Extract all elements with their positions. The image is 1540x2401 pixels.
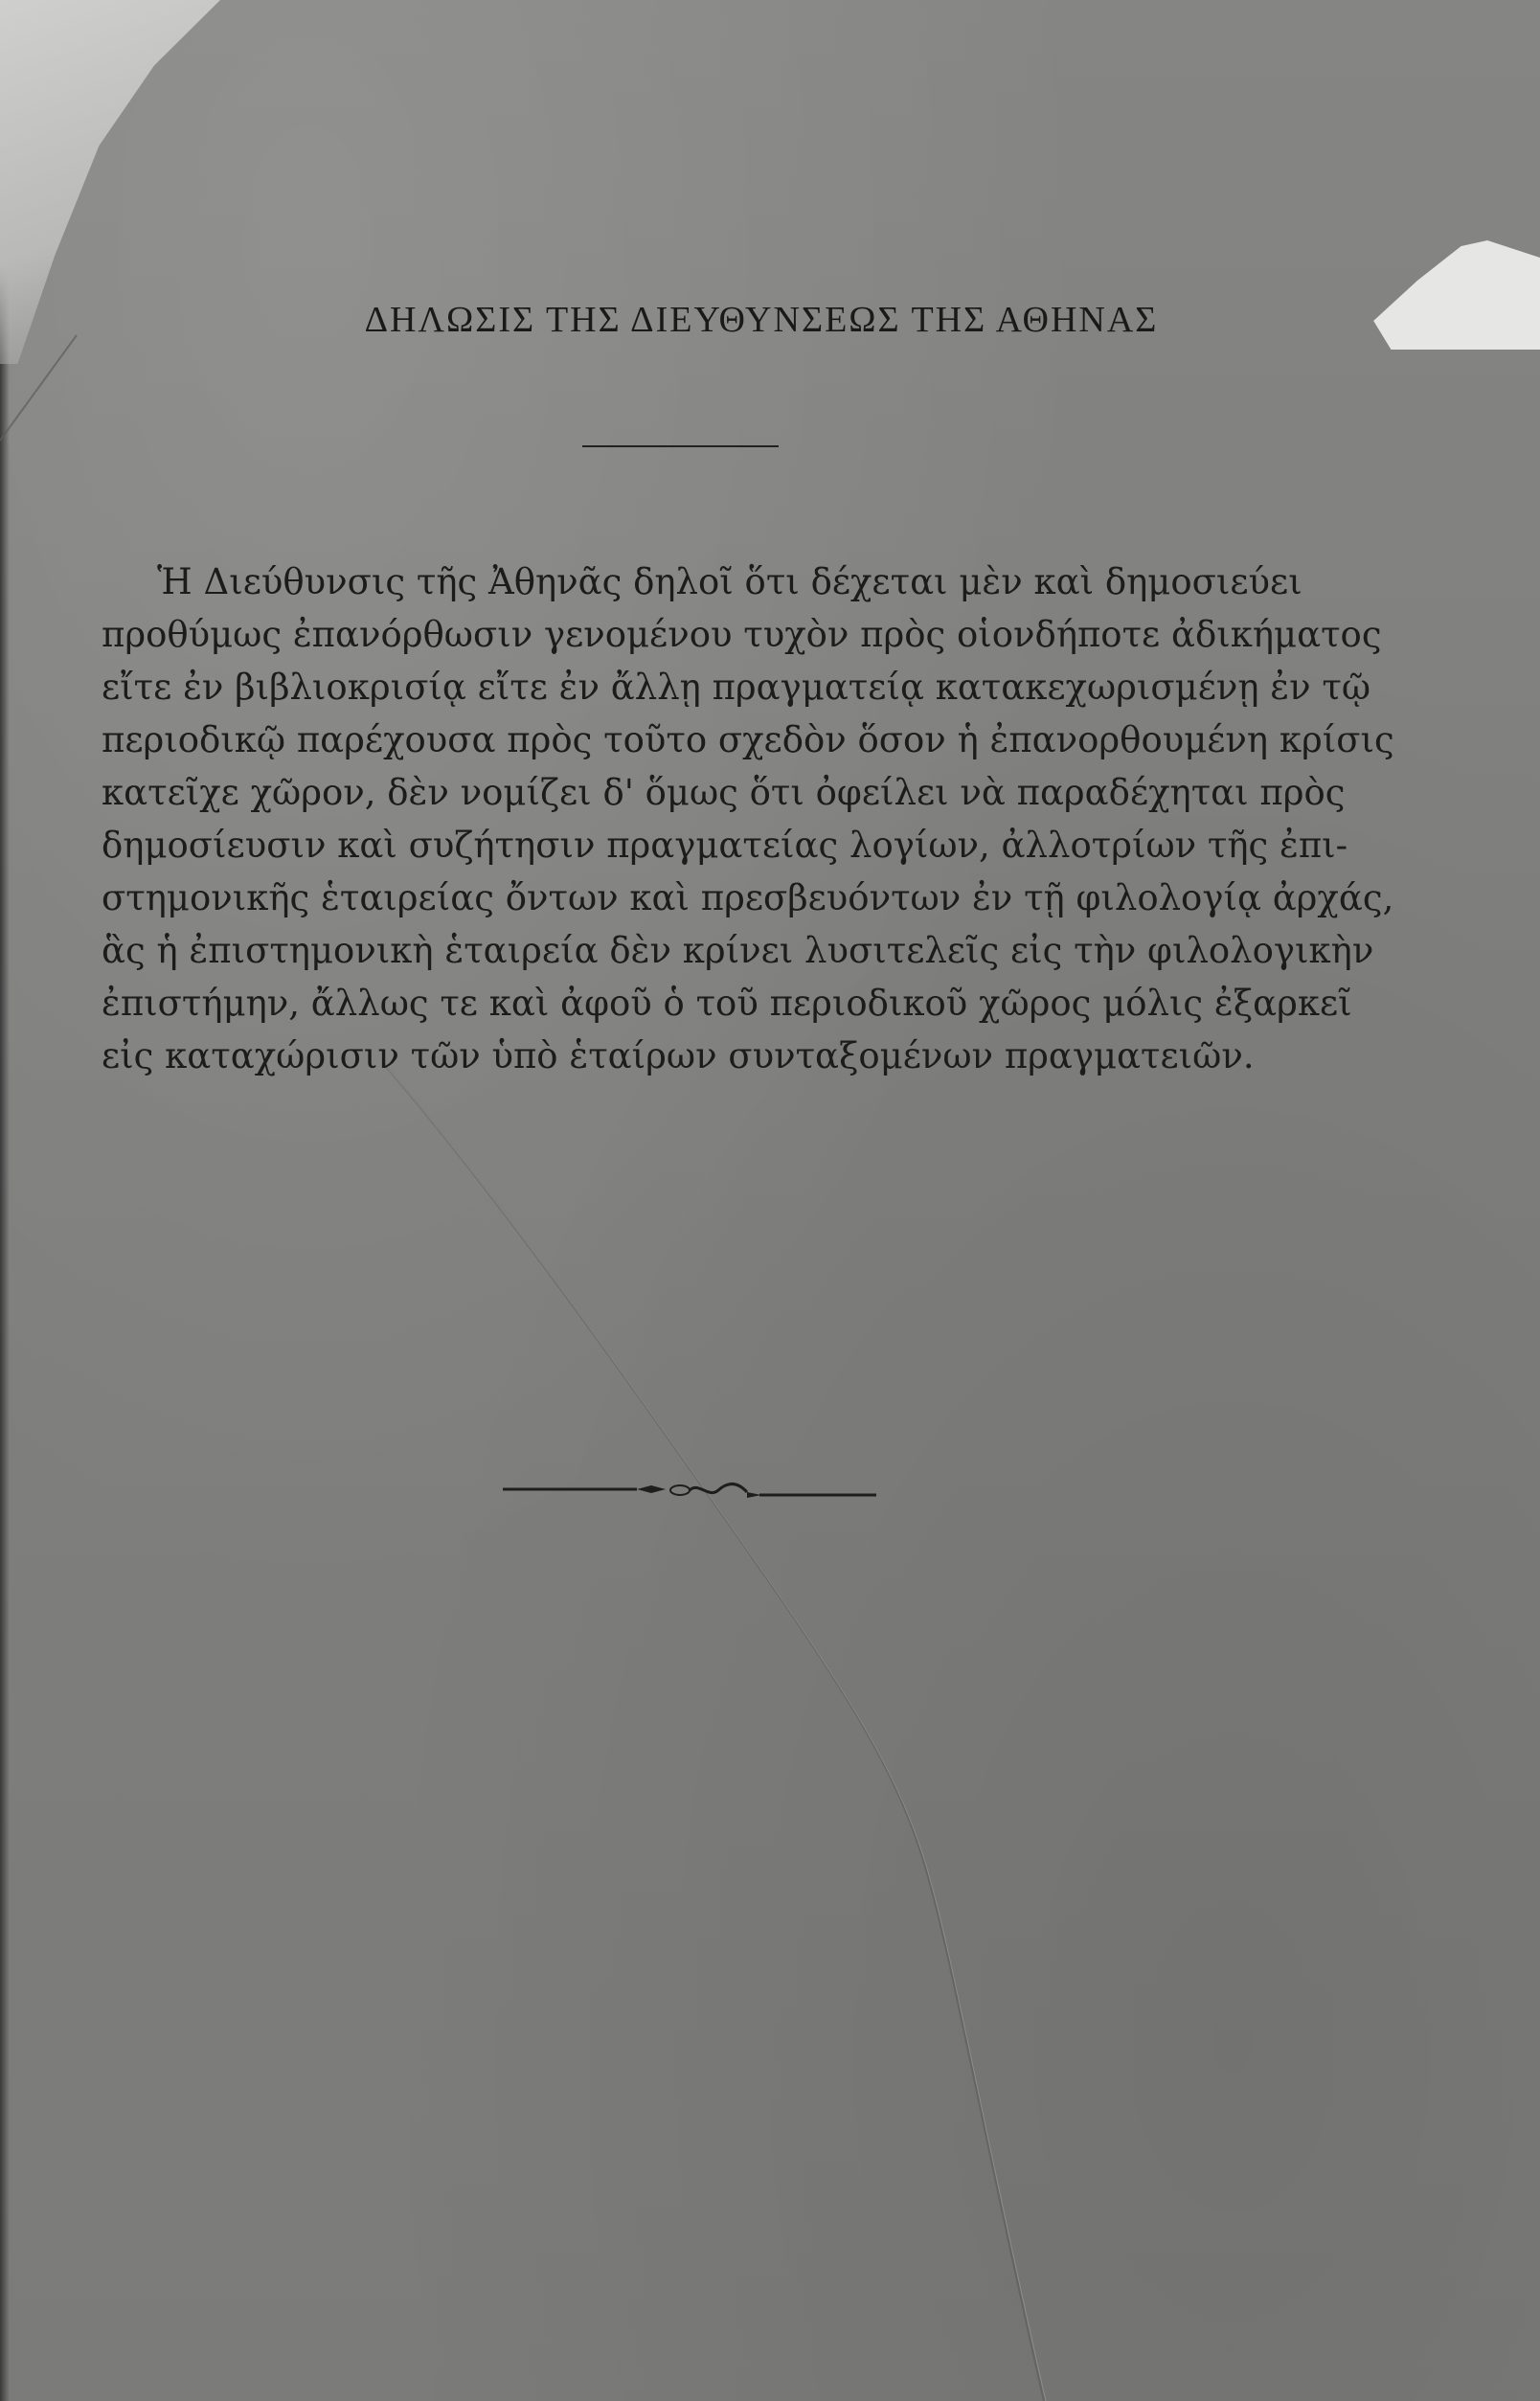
paragraph-line: εἰς καταχώρισιν τῶν ὑπὸ ἑταίρων συνταξομένων πραγματειῶν. <box>102 1035 1255 1076</box>
paragraph-line: περιοδικῷ παρέχουσα πρὸς τοῦτο σχεδὸν ὅσον ἡ ἐπανορθουμένη κρίσις <box>102 719 1394 760</box>
torn-corner-top-right <box>1365 235 1540 350</box>
page-title: ΔΗΛΩΣΙΣ ΤΗΣ ΔΙΕΥΘΥΝΣΕΩΣ ΤΗΣ ΑΘΗΝΑΣ <box>364 300 1159 340</box>
paragraph-line: κατεῖχε χῶρον, δὲν νομίζει δ' ὅμως ὅτι ὀφείλει νὰ παραδέχηται πρὸς <box>102 772 1346 813</box>
paragraph-line: ἃς ἡ ἐπιστημονικὴ ἑταιρεία δὲν κρίνει λυσιτελεῖς εἰς τὴν φιλολογικὴν <box>102 930 1374 971</box>
paragraph-line: ἐπιστήμην, ἄλλως τε καὶ ἀφοῦ ὁ τοῦ περιοδικοῦ χῶρος μόλις ἐξαρκεῖ <box>102 983 1352 1024</box>
paragraph-line: στημονικῆς ἑταιρείας ὄντων καὶ πρεσβευόντων ἐν τῇ φιλολογίᾳ ἀρχάς, <box>102 877 1394 918</box>
paragraph-line: Ἡ Διεύθυνσις τῆς Ἀθηνᾶς δηλοῖ ὅτι δέχεται μὲν καὶ δημοσιεύει <box>157 561 1302 602</box>
ornamental-divider <box>503 1480 876 1508</box>
paragraph-line: προθύμως ἐπανόρθωσιν γενομένου τυχὸν πρὸς οἱονδήποτε ἀδικήματος <box>102 614 1382 655</box>
declaration-paragraph <box>102 555 1394 1082</box>
title-rule <box>582 445 779 447</box>
paragraph-line: εἴτε ἐν βιβλιοκρισίᾳ εἴτε ἐν ἄλλῃ πραγματείᾳ κατακεχωρισμένῃ ἐν τῷ <box>102 667 1371 708</box>
paragraph-line: δημοσίευσιν καὶ συζήτησιν πραγματείας λογίων, ἀλλοτρίων τῆς ἐπι- <box>102 825 1348 866</box>
